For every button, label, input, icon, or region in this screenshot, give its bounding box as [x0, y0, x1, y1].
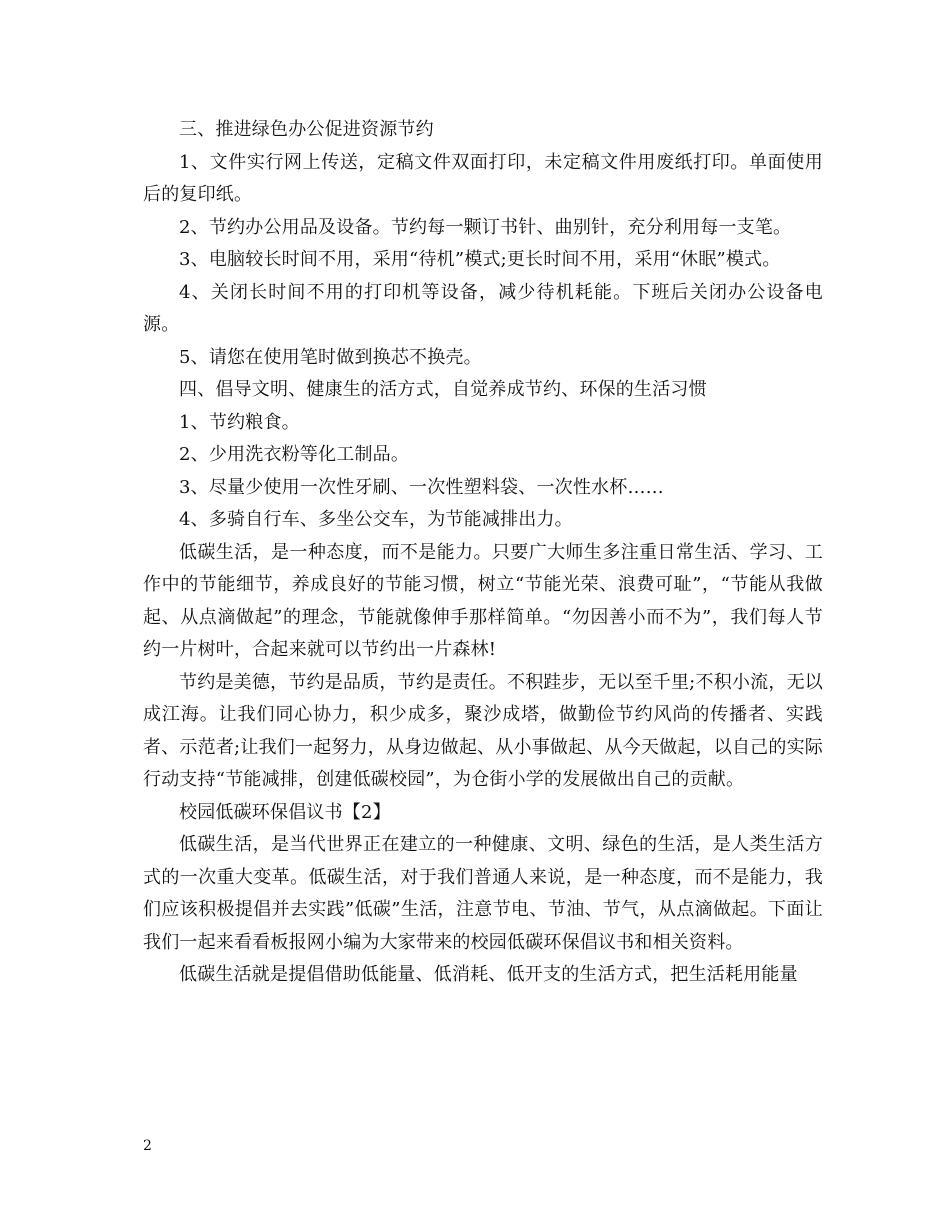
section-heading-lifestyle: 四、倡导文明、健康生的活方式，自觉养成节约、环保的生活习惯	[179, 379, 707, 400]
section-heading-green-office: 三、推进绿色办公促进资源节约	[179, 119, 434, 140]
body-paragraph: 低碳生活，是当代世界正在建立的一种健康、文明、绿色的生活，是人类生活方式的一次重大变革。低碳生活，对于我们普通人来说，是一种态度，而不是能力，我们应该积极提倡并去实践”低碳”生活，注意节电、节油、节气，从点滴做起。下面让我们一起来看看板报网小编为大家带来的校园低碳环保倡议书和相关资料。	[143, 834, 823, 953]
body-paragraph: 节约是美德，节约是品质，节约是责任。不积跬步，无以至千里;不积小流，无以成江海。让我们同心协力，积少成多，聚沙成塔，做勤俭节约风尚的传播者、实践者、示范者;让我们一起努力，从身边做起、从小事做起、从今天做起，以自己的实际行动支持“节能减排，创建低碳校园”，为仓街小学的发展做出自己的贡献。	[143, 671, 823, 790]
list-item: 3、电脑较长时间不用，采用“待机”模式;更长时间不用，采用“休眠”模式。	[179, 249, 781, 270]
document-body	[143, 114, 823, 992]
body-paragraph: 低碳生活就是提倡借助低能量、低消耗、低开支的生活方式，把生活耗用能量	[179, 964, 798, 985]
list-item: 5、请您在使用笔时做到换芯不换壳。	[179, 346, 482, 368]
list-item: 2、节约办公用品及设备。节约每一颗订书针、曲别针，充分利用每一支笔。	[179, 216, 792, 238]
page-number: 2	[143, 1138, 152, 1154]
list-item: 4、多骑自行车、多坐公交车，为节能减排出力。	[179, 509, 573, 530]
list-item: 4、关闭长时间不用的打印机等设备，减少待机耗能。下班后关闭办公设备电源。	[143, 281, 823, 335]
section-heading-proposal-2: 校园低碳环保倡议书【2】	[179, 801, 391, 823]
list-item: 2、少用洗衣粉等化工制品。	[179, 444, 410, 465]
list-item: 3、尽量少使用一次性牙刷、一次性塑料袋、一次性水杯……	[179, 476, 664, 498]
body-paragraph: 低碳生活，是一种态度，而不是能力。只要广大师生多注重日常生活、学习、工作中的节能细节，养成良好的节能习惯，树立“节能光荣、浪费可耻”，“节能从我做起、从点滴做起”的理念，节能就像伸手那样简单。“勿因善小而不为”，我们每人节约一片树叶，合起来就可以节约出一片森林!	[143, 541, 823, 660]
list-item: 1、文件实行网上传送，定稿文件双面打印，未定稿文件用废纸打印。单面使用后的复印纸。	[143, 151, 823, 205]
list-item: 1、节约粮食。	[179, 411, 300, 433]
